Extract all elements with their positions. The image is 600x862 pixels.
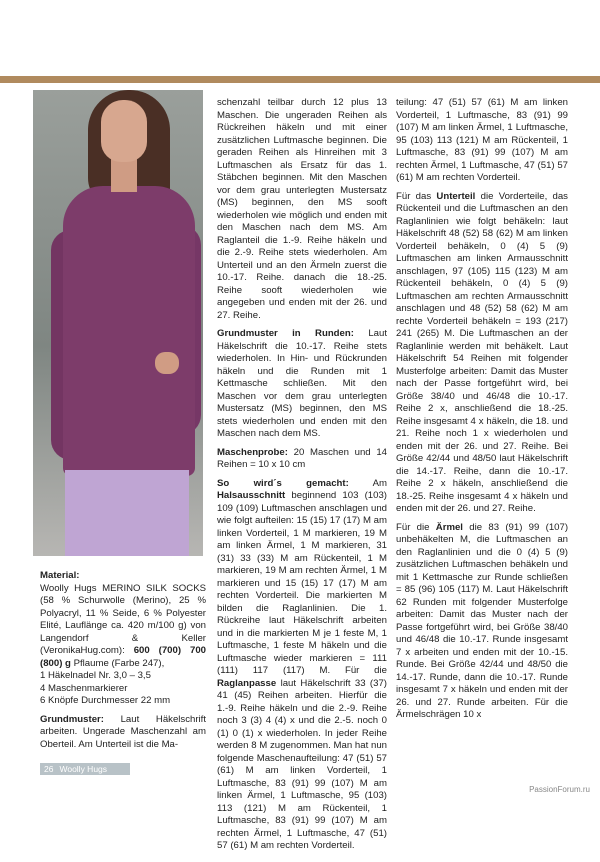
grundmuster-text-a: Laut Häkelschrift arbeiten. Ungerade Maschenzahl am Oberteil. Am Unterteil ist die Ma- — [40, 713, 206, 750]
material-buttons: 6 Knöpfe Durchmesser 22 mm — [40, 695, 171, 706]
grundmuster-start — [40, 714, 206, 751]
aermel-bold: Ärmel — [435, 521, 463, 533]
runden-block — [217, 328, 387, 441]
material-hook: 1 Häkelnadel Nr. 3,0 – 3,5 — [40, 670, 151, 681]
probe-label: Maschenprobe: — [217, 446, 288, 458]
gemacht-text-b: beginnend 103 (103) 109 (109) Luftmaschen anschlagen und wie folgt aufteilen: 15 (15) 17 (17) M am linken Vorderteil, 1 M markieren, 19 M am linken Ärmel, 1 M markieren, 31 (31) 33 (33) M am Rückenteil, 1 M markieren, 19 M am rechten Ärmel, 1 M markieren und 15 (15) 17 (17) M am rechten Vorderteil. Die markierten M bilden die Raglanlinien. Die 1. Rückreihe laut Häkelschrift arbeiten und in die markierten M je 1 feste M, 1 Luftmasche, 1 feste M häkeln und die Luftmasche wieder markieren = 111 (111) 117 (117) M. Für die — [217, 490, 387, 676]
material-color: Pflaume (Farbe 247), — [73, 657, 165, 669]
column-3 — [396, 97, 568, 728]
material-title: Material: — [40, 570, 80, 581]
aermel-block — [396, 522, 568, 722]
top-accent-bar — [0, 76, 600, 83]
gemacht-block — [217, 478, 387, 856]
footer-brand: Woolly Hugs — [59, 764, 108, 774]
gemacht-text-a: Am — [372, 477, 387, 489]
grundmuster-label: Grundmuster: — [40, 713, 104, 725]
unterteil-text-a: Für das — [396, 190, 432, 202]
unterteil-bold: Unterteil — [436, 190, 476, 202]
probe-block — [217, 447, 387, 472]
unterteil-block — [396, 191, 568, 516]
grundmuster-continued: schenzahl teilbar durch 12 plus 13 Maschen. Die ungeraden Reihen als Rückreihen häkeln und mit einer zusätzlichen Luftmasche beginnen. Die geraden Reihen als Hinreihen mit 3 Luftmaschen als Ersatz für das 1. Stäbchen beginnen. Mit den Maschen vor dem grau unterlegten Mustersatz (MS) beginnen, den MS sooft wiederholen wie möglich und enden mit den Maschen nach dem MS. Am Raglanteil die 1.-9. Reihe häkeln und die 2.-9. Reihe stets wiederholen. Am Unterteil und an den Ärmeln zuerst die 10.-17. Reihe. danach die 18.-25. Reihe sooft wiederholen wie angegeben und enden mit der 26. und 27. Reihe. — [217, 97, 387, 321]
gemacht-label: So wird´s gemacht: — [217, 477, 349, 489]
material-yarn: Woolly Hugs MERINO SILK SOCKS (58 % Schurwolle (Merino), 25 % Polyacryl, 11 % Seide, 6 % Polyester Elité, Lauflänge ca. 420 m/100 g) von Langendorf & Keller (VeronikaHug.com): — [40, 582, 206, 656]
page-footer — [40, 763, 130, 775]
column-1 — [40, 570, 206, 751]
gemacht-continued: teilung: 47 (51) 57 (61) M am linken Vorderteil, 1 Luftmasche, 83 (91) 99 (107) M am linken Ärmel, 1 Luftmasche, 95 (103) 113 (121) M am Rückenteil, 1 Luftmasche, 83 (91) 99 (107) M am rechten Ärmel, 1 Luftmasche, 47 (51) 57 (61) M am rechten Vorderteil. — [396, 97, 568, 183]
gemacht-text-c: laut Häkelschrift 33 (37) 41 (45) Reihen arbeiten. Hierfür die 1.-9. Reihe häkeln und die 2.-9. Reihe noch 3 (3) 4 (4) x und die 2.-5. noch 0 (1) 0 (1) x wiederholen. In jeder Reihe werden 8 M zugenommen. Man hat nun folgende Maschenaufteilung: 47 (51) 57 (61) M am linken Vorderteil, 1 Luftmasche, 83 (91) 99 (107) M am linken Ärmel, 1 Luftmasche, 95 (103) 113 (121) M am Rückenteil, 1 Luftmasche, 83 (91) 99 (107) M am rechten Ärmel, 1 Luftmasche, 47 (51) 57 (61) M am rechten Vorderteil. — [217, 677, 387, 851]
runden-label: Grundmuster in Runden: — [217, 328, 354, 339]
material-markers: 4 Maschenmarkierer — [40, 682, 128, 694]
model-photo — [33, 90, 203, 556]
unterteil-text-b: die Vorderteile, das Rückenteil und die Luftmaschen an den Raglanlinien wie folgt behäkeln: laut Häkelschrift 48 (52) 58 (62) M am linken Vorderteil behäkeln, 0 (4) 5 (9) Luftmaschen am linken Armausschnitt anschlagen, 97 (105) 115 (123) M am Rückenteil behäkeln, 0 (4) 5 (9) Luftmaschen am rechten Armausschnitt anschlagen und 48 (52) 58 (62) M am rechte Vorderteil behäkeln = 193 (217) 241 (265) M. Die Luftmaschen an der Raglanlinie werden mit behäkelt. Laut Häkelschrift 54 Reihen mit folgender Musterfolge arbeiten: Damit das Muster nach der Passe fortgeführt wird, bei Größe 38/40 und 46/48 die 10.-17. Reihe 2 x, anschließend die 18.-25. Reihe insgesamt 4 x häkeln, die 18. und 21. Reihe noch 1 x wiederholen und enden mit der 26. und 27. Reihe. Bei Größe 42/44 und 48/50 laut Häkelschrift die 14.-17. Reihe, dann die 10.-17. Reihe 2 x häkeln, anschließend die 18.-25. Reihe insgesamt 4 x häkeln und enden mit der 26. und 27. Reihe. — [396, 190, 568, 514]
material-block — [40, 570, 206, 708]
watermark: PassionForum.ru — [529, 785, 590, 794]
probe-text: 20 Maschen und 14 Reihen = 10 x 10 cm — [217, 446, 387, 470]
page-number: 26 — [44, 764, 54, 774]
aermel-text-a: Für die — [396, 521, 430, 533]
column-2 — [217, 97, 387, 862]
runden-text: Laut Häkelschrift die 10.-17. Reihe stets wiederholen. In Hin- und Rückrunden häkeln und die Runden mit 1 Kettmasche schließen. Mit den Maschen vor dem grau unterlegten Mustersatz (MS) beginnen, den MS stets wiederholen und enden mit den Maschen nach dem MS. — [217, 328, 387, 439]
gemacht-bold-a: Halsausschnitt — [217, 490, 286, 501]
gemacht-bold-b: Raglanpasse — [217, 677, 277, 689]
aermel-text-b: die 83 (91) 99 (107) unbehäkelten M, die Luftmaschen an den Raglanlinien und die 0 (4) 5 (9) zusätzlichen Luftmaschen behäkeln und mit 1 Kettmasche zur Runde schließen = 85 (96) 105 (117) M. Laut Häkelschrift 62 Runden mit folgender Musterfolge arbeiten: Damit das Muster nach der Passe fortgeführt wird, bei Größe 38/40 und 46/48 die 10.-17. Runde insgesamt 7 x arbeiten und enden mit der 10.-15. Runde. Bei Größe 42/44 und 48/50 die 14.-17. Runde, dann die 10.-17. Runde insgesamt 7 x häkeln und enden mit der 26. und 27. Runde arbeiten. Für die Ärmelschrägen 10 x — [396, 521, 569, 720]
material-amount: 600 (700) 700 (800) g — [40, 645, 206, 669]
